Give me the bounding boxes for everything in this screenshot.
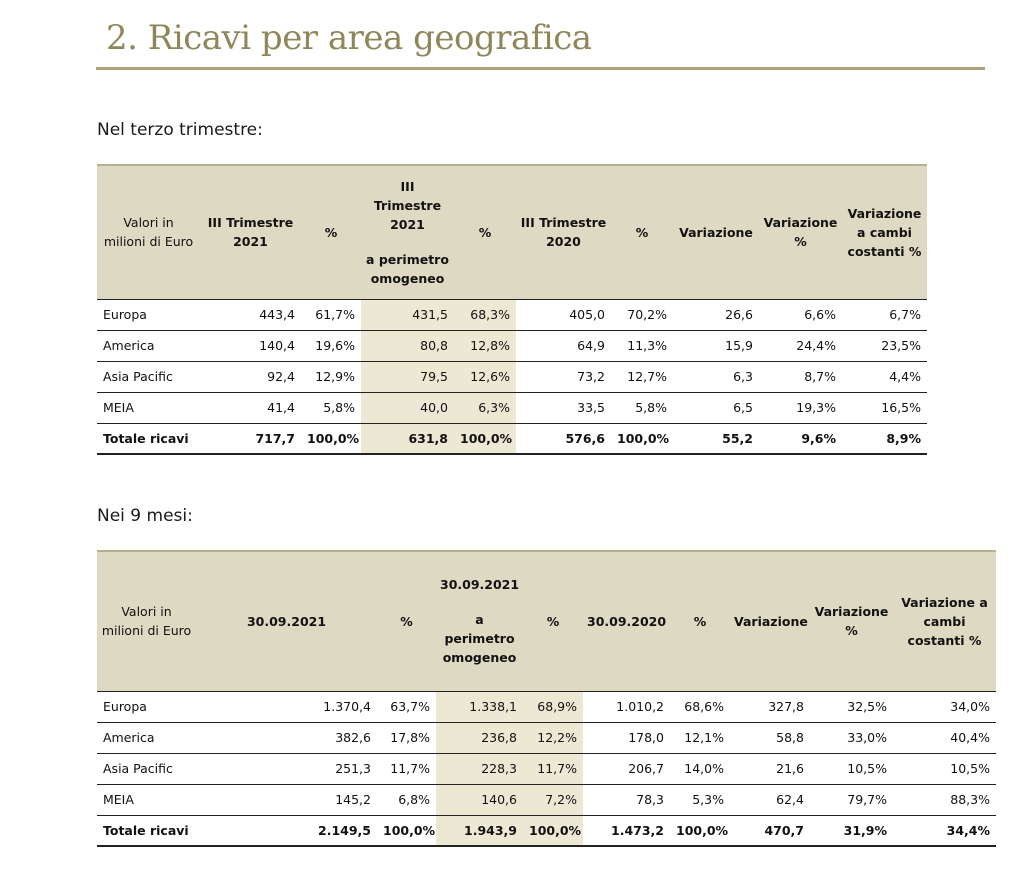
value-cell: 12,8% [454,330,516,361]
header-variation-pct: Variazione % [759,165,842,299]
value-cell: 100,0% [377,815,436,846]
header-date-2020: 30.09.2020 [583,551,670,691]
value-cell: 405,0 [516,299,611,330]
total-row [97,815,996,846]
value-cell: 100,0% [523,815,583,846]
value-cell: 88,3% [893,784,996,815]
region-cell: MEIA [97,392,200,423]
value-cell: 78,3 [583,784,670,815]
value-cell: 33,5 [516,392,611,423]
value-cell: 32,5% [810,691,893,722]
value-cell: 327,8 [730,691,810,722]
region-cell: Asia Pacific [97,753,196,784]
header-main: III Trimestre 2021 [373,178,442,232]
region-cell: Totale ricavi [97,815,196,846]
value-cell: 11,7% [377,753,436,784]
table-row [97,753,996,784]
header-date-2021: 30.09.2021 [196,551,377,691]
value-cell: 40,4% [893,722,996,753]
header-q3-2021: III Trimestre 2021 [200,165,301,299]
value-cell: 1.943,9 [436,815,523,846]
page-title: 2. Ricavi per area geografica [106,18,592,58]
table-row [97,691,996,722]
value-cell: 40,0 [361,392,454,423]
value-cell: 34,0% [893,691,996,722]
value-cell: 17,8% [377,722,436,753]
quarter-revenue-table [97,164,927,455]
value-cell: 15,9 [673,330,759,361]
value-cell: 1.338,1 [436,691,523,722]
value-cell: 100,0% [611,423,673,454]
region-cell: Europa [97,691,196,722]
ninemonths-section-label: Nei 9 mesi: [97,506,193,526]
table-row [97,392,927,423]
value-cell: 140,6 [436,784,523,815]
value-cell: 10,5% [810,753,893,784]
value-cell: 4,4% [842,361,927,392]
value-cell: 382,6 [196,722,377,753]
value-cell: 68,9% [523,691,583,722]
value-cell: 79,7% [810,784,893,815]
value-cell: 6,3% [454,392,516,423]
header-main: 30.09.2021 [440,577,520,593]
value-cell: 12,1% [670,722,730,753]
value-cell: 68,3% [454,299,516,330]
header-sub: a perimetro omogeneo [442,612,517,666]
value-cell: 62,4 [730,784,810,815]
value-cell: 24,4% [759,330,842,361]
value-cell: 7,2% [523,784,583,815]
value-cell: 73,2 [516,361,611,392]
header-variation-pct: Variazione % [810,551,893,691]
quarter-section-label: Nel terzo trimestre: [97,120,263,140]
value-cell: 2.149,5 [196,815,377,846]
region-cell: Europa [97,299,200,330]
value-cell: 228,3 [436,753,523,784]
value-cell: 576,6 [516,423,611,454]
value-cell: 80,8 [361,330,454,361]
value-cell: 8,9% [842,423,927,454]
value-cell: 178,0 [583,722,670,753]
value-cell: 10,5% [893,753,996,784]
header-desc: Valori in milioni di Euro [97,165,200,299]
value-cell: 26,6 [673,299,759,330]
value-cell: 1.370,4 [196,691,377,722]
value-cell: 470,7 [730,815,810,846]
value-cell: 63,7% [377,691,436,722]
value-cell: 12,2% [523,722,583,753]
value-cell: 100,0% [454,423,516,454]
value-cell: 1.010,2 [583,691,670,722]
value-cell: 140,4 [200,330,301,361]
region-cell: America [97,722,196,753]
region-cell: Totale ricavi [97,423,200,454]
value-cell: 6,3 [673,361,759,392]
value-cell: 55,2 [673,423,759,454]
value-cell: 12,7% [611,361,673,392]
value-cell: 236,8 [436,722,523,753]
value-cell: 58,8 [730,722,810,753]
value-cell: 251,3 [196,753,377,784]
value-cell: 14,0% [670,753,730,784]
value-cell: 11,3% [611,330,673,361]
value-cell: 21,6 [730,753,810,784]
value-cell: 70,2% [611,299,673,330]
value-cell: 631,8 [361,423,454,454]
header-pct-2020: % [670,551,730,691]
header-date-2021-like-for-like [436,551,523,691]
value-cell: 23,5% [842,330,927,361]
header-pct-like-for-like: % [454,165,516,299]
value-cell: 64,9 [516,330,611,361]
value-cell: 12,6% [454,361,516,392]
value-cell: 11,7% [523,753,583,784]
header-sub: a perimetro omogeneo [366,251,449,286]
value-cell: 1.473,2 [583,815,670,846]
value-cell: 33,0% [810,722,893,753]
ninemonths-revenue-table [97,550,996,847]
header-pct-2021: % [301,165,361,299]
value-cell: 41,4 [200,392,301,423]
value-cell: 206,7 [583,753,670,784]
table-row [97,784,996,815]
region-cell: MEIA [97,784,196,815]
value-cell: 100,0% [670,815,730,846]
value-cell: 5,8% [611,392,673,423]
value-cell: 145,2 [196,784,377,815]
value-cell: 9,6% [759,423,842,454]
header-pct-2020: % [611,165,673,299]
value-cell: 19,3% [759,392,842,423]
header-variation: Variazione [673,165,759,299]
value-cell: 6,5 [673,392,759,423]
header-desc: Valori in milioni di Euro [97,551,196,691]
header-variation-fx: Variazione a cambi costanti % [893,551,996,691]
header-q3-2020: III Trimestre 2020 [516,165,611,299]
table-row [97,722,996,753]
header-pct-like-for-like: % [523,551,583,691]
header-variation: Variazione [730,551,810,691]
value-cell: 12,9% [301,361,361,392]
value-cell: 6,6% [759,299,842,330]
table-row [97,330,927,361]
value-cell: 19,6% [301,330,361,361]
value-cell: 431,5 [361,299,454,330]
value-cell: 68,6% [670,691,730,722]
value-cell: 5,3% [670,784,730,815]
table-row [97,361,927,392]
value-cell: 5,8% [301,392,361,423]
region-cell: Asia Pacific [97,361,200,392]
header-pct-2021: % [377,551,436,691]
total-row [97,423,927,454]
value-cell: 6,8% [377,784,436,815]
title-rule [96,67,985,70]
value-cell: 717,7 [200,423,301,454]
value-cell: 92,4 [200,361,301,392]
region-cell: America [97,330,200,361]
table-row [97,299,927,330]
value-cell: 6,7% [842,299,927,330]
value-cell: 443,4 [200,299,301,330]
value-cell: 100,0% [301,423,361,454]
value-cell: 16,5% [842,392,927,423]
value-cell: 8,7% [759,361,842,392]
value-cell: 61,7% [301,299,361,330]
header-variation-fx: Variazione a cambi costanti % [842,165,927,299]
value-cell: 79,5 [361,361,454,392]
value-cell: 34,4% [893,815,996,846]
header-q3-2021-like-for-like [361,165,454,299]
value-cell: 31,9% [810,815,893,846]
